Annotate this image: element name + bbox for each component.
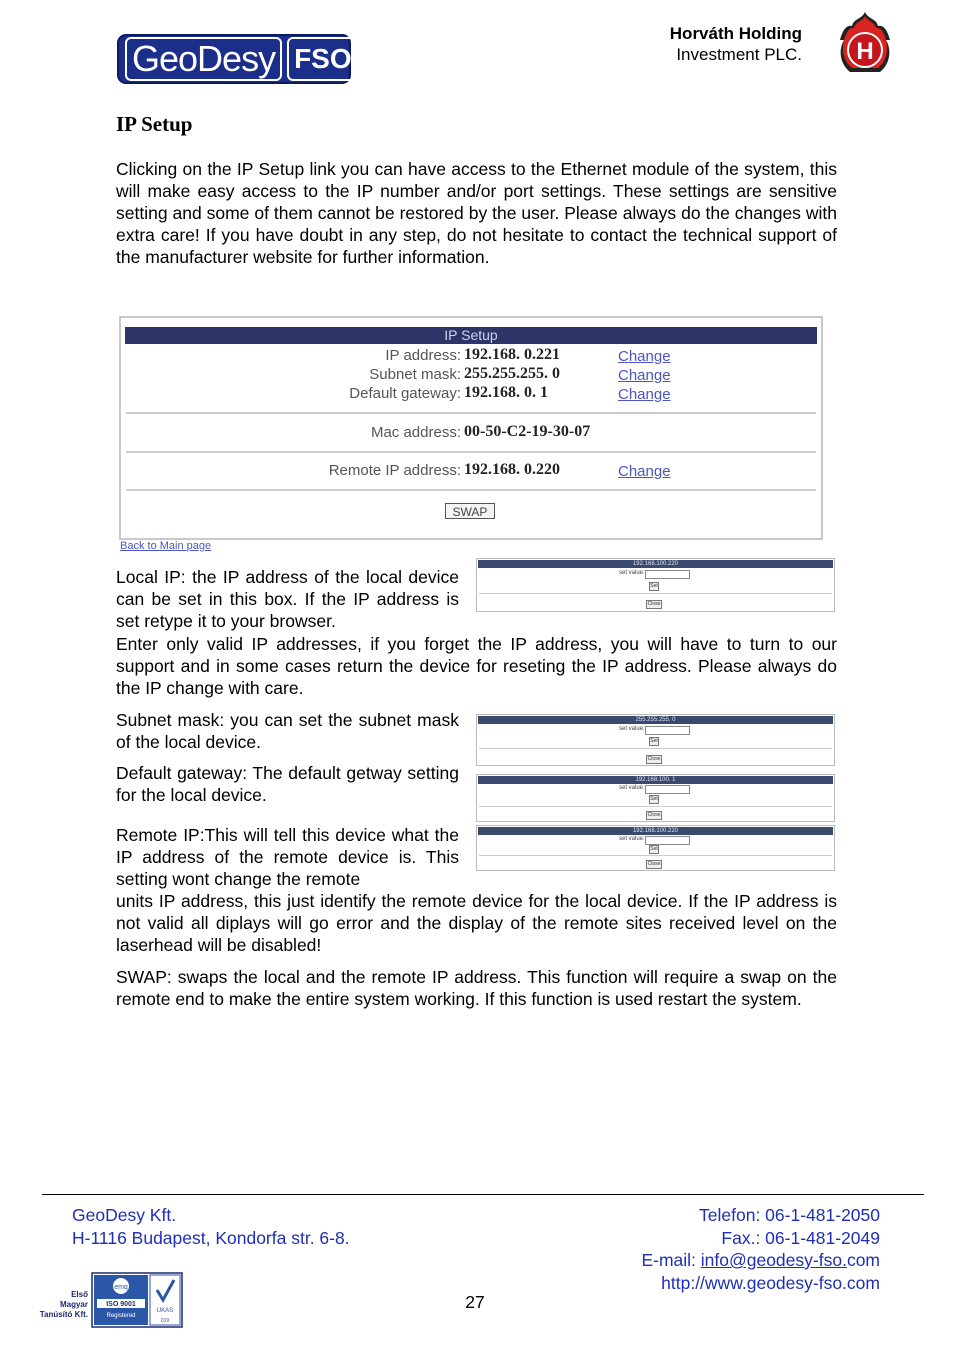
local-ip-continued: Enter only valid IP addresses, if you forget the IP address, you will have to turn to our support and in some cases return the device for reseting the IP address. Please always do the IP change with care.: [116, 634, 837, 698]
footer-email: [560, 1249, 880, 1272]
divider: [479, 748, 832, 749]
iso-certification-logo: [36, 1270, 186, 1330]
horvath-flame-logo: [836, 10, 894, 78]
cert-line3: Tanúsító Kft.: [39, 1310, 88, 1319]
panel-title: IP Setup: [125, 327, 817, 344]
email-label: E-mail:: [641, 1250, 701, 1270]
set-value-input[interactable]: [645, 836, 690, 845]
mac-address-label: Mac address:: [370, 424, 461, 441]
close-button[interactable]: Close: [647, 601, 661, 607]
email-tail: com: [846, 1250, 880, 1270]
ip-address-label: IP address:: [385, 347, 461, 364]
cert-emq: emq: [114, 1284, 128, 1291]
intro-paragraph: Clicking on the IP Setup link you can have access to the Ethernet module of the system, this will make easy access to the IP number and/or port settings. These settings are sensitive setting and some of them cannot be restored by the user. Please always do the changes with extra care! If you have doubt in any step, do not hesitate to contact the technical support of the manufacturer website for further information.: [116, 159, 837, 267]
swap-paragraph: SWAP: swaps the local and the remote IP address. This function will require a swap on the remote end to make the entire system working. If this function is used restart the system.: [116, 967, 837, 1009]
cert-number: 019: [160, 1318, 170, 1324]
footer-address: H-1116 Budapest, Kondorfa str. 6-8.: [72, 1227, 350, 1248]
set-button[interactable]: Set: [650, 583, 658, 589]
set-value-label: set value:: [619, 726, 645, 732]
gateway-dialog: [476, 774, 835, 822]
set-value-input[interactable]: [645, 785, 690, 794]
mac-address-value: 00-50-C2-19-30-07: [464, 423, 591, 440]
subnet-mask-label: Subnet mask:: [369, 366, 461, 383]
close-button[interactable]: Close: [647, 812, 661, 818]
remote-ip-value: 192.168. 0.220: [464, 461, 560, 478]
footer-address-block: [72, 1204, 350, 1249]
cert-iso: ISO 9001: [106, 1301, 136, 1308]
gateway-label: Default gateway:: [349, 385, 461, 402]
ip-address-value: 192.168. 0.221: [464, 346, 560, 363]
remote-ip-paragraph: Remote IP:This will tell this device what the IP address of the remote device is. This setting wont change the remote: [116, 825, 459, 889]
back-to-main-link[interactable]: Back to Main page: [120, 540, 212, 552]
cert-ukas: UKAS: [156, 1308, 174, 1314]
set-button[interactable]: Set: [650, 846, 658, 852]
gateway-paragraph: Default gateway: The default getway setting for the local device.: [116, 763, 459, 805]
dialog-title: 255.255.255. 0: [478, 716, 833, 724]
company-header: [600, 23, 802, 65]
footer-phone: Telefon: 06-1-481-2050: [699, 1205, 880, 1225]
close-button[interactable]: Close: [647, 756, 661, 762]
badge-letter: H: [856, 38, 874, 65]
footer-fax: Fax.: 06-1-481-2049: [721, 1227, 880, 1248]
gateway-change-link[interactable]: Change: [618, 386, 671, 403]
logo-fso-text: FSO: [287, 37, 359, 81]
logo-main-text: GeoDesy: [125, 37, 282, 81]
gateway-value: 192.168. 0. 1: [464, 384, 548, 401]
dialog-title: 192.168.100. 1: [478, 776, 833, 784]
divider: [126, 412, 816, 414]
set-value-label: set value:: [619, 836, 645, 842]
email-link[interactable]: info@geodesy-fso.: [700, 1250, 847, 1270]
remote-ip-dialog: [476, 825, 835, 871]
divider: [126, 451, 816, 453]
set-button[interactable]: Set: [650, 738, 658, 744]
footer-company: GeoDesy Kft.: [72, 1205, 177, 1225]
company-subtitle: Investment PLC.: [676, 45, 802, 64]
divider: [479, 806, 832, 807]
cert-line2: Magyar: [59, 1300, 88, 1309]
mask-change-link[interactable]: Change: [618, 367, 671, 384]
close-button[interactable]: Close: [647, 861, 661, 867]
divider: [126, 489, 816, 491]
divider: [479, 593, 832, 594]
ip-setup-panel: [119, 316, 823, 540]
subnet-paragraph: Subnet mask: you can set the subnet mask of the local device.: [116, 710, 459, 752]
remote-ip-label: Remote IP address:: [328, 462, 461, 479]
page-number: 27: [465, 1292, 485, 1312]
divider: [479, 855, 832, 856]
company-name: Horváth Holding: [669, 24, 802, 43]
subnet-mask-value: 255.255.255. 0: [464, 365, 560, 382]
cert-line1: Első: [71, 1290, 88, 1299]
local-ip-dialog: [476, 558, 835, 612]
remote-ip-continued: units IP address, this just identify the remote device for the local device. If the IP address is not valid all diplays will go error and the display of the remote sites received level on the laserhead will be disabled!: [116, 891, 837, 955]
set-value-input[interactable]: [645, 570, 690, 579]
geodesy-logo: [117, 34, 351, 84]
set-value-label: set value:: [619, 785, 645, 791]
set-button[interactable]: Set: [650, 796, 658, 802]
local-ip-paragraph: Local IP: the IP address of the local device can be set in this box. If the IP address is set retype it to your browser.: [116, 567, 459, 631]
set-value-label: set value:: [619, 570, 645, 576]
dialog-title: 192.168.100.220: [478, 560, 833, 568]
footer-contact-block: [560, 1204, 880, 1294]
cert-registered: Registered: [106, 1313, 136, 1319]
dialog-title: 192.168.100.220: [478, 827, 833, 835]
swap-button[interactable]: SWAP: [445, 503, 495, 519]
remote-change-link[interactable]: Change: [618, 463, 671, 480]
section-title: IP Setup: [116, 112, 193, 136]
footer-rule: [42, 1194, 924, 1195]
footer-website[interactable]: http://www.geodesy-fso.com: [661, 1272, 880, 1293]
subnet-dialog: [476, 714, 835, 766]
set-value-input[interactable]: [645, 726, 690, 735]
ip-change-link[interactable]: Change: [618, 348, 671, 365]
